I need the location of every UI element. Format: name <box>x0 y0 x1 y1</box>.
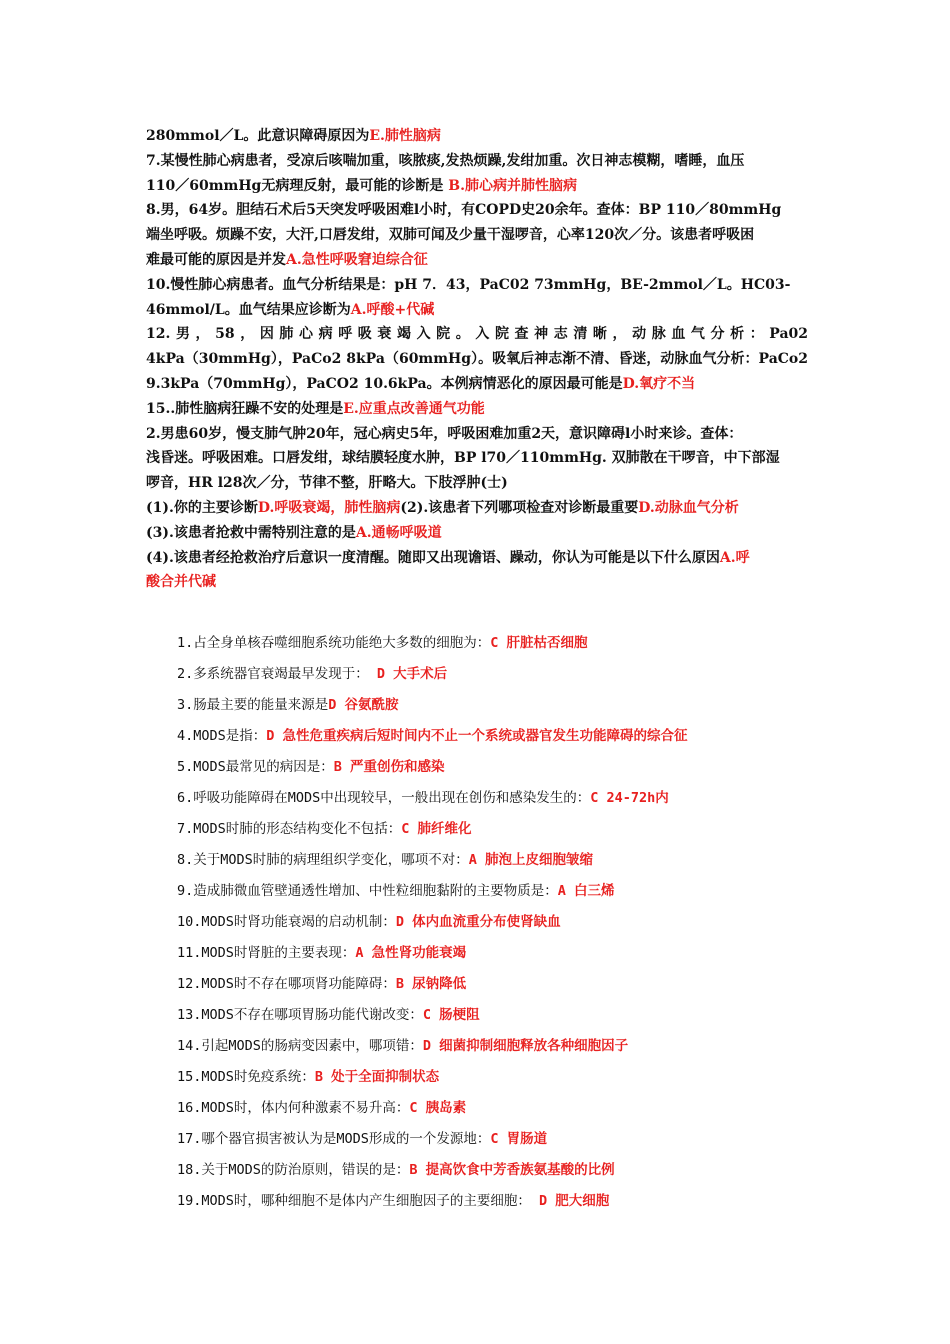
list-item <box>177 721 797 752</box>
question-text: 浅昏迷。呼吸困难。口唇发绀，球结膜轻度水肿，BP l70／110mmHg. 双肺散在干啰音，中下部湿 <box>146 450 780 467</box>
question-text: (2).该患者下列哪项检查对诊断最重要 <box>400 499 639 516</box>
case-line <box>146 124 808 149</box>
question-text: 15.MODS时免疫系统： <box>177 1069 315 1085</box>
list-item <box>177 845 797 876</box>
question-text: 3.肠最主要的能量来源是 <box>177 697 329 713</box>
case-line <box>146 174 808 199</box>
answer-text: A.急性呼吸窘迫综合征 <box>286 251 428 268</box>
question-text: 5.MODS最常见的病因是： <box>177 759 334 775</box>
case-line <box>146 496 808 521</box>
answer-text: D.呼吸衰竭，肺性脑病 <box>257 499 401 516</box>
answer-text: D 大手术后 <box>376 666 448 682</box>
list-item <box>177 628 797 659</box>
question-text: (4).该患者经抢救治疗后意识一度清醒。随即又出现谵语、躁动，你认为可能是以下什么原因 <box>146 549 720 566</box>
question-text: (1).你的主要诊断 <box>146 499 258 516</box>
answer-text: C 胰岛素 <box>409 1100 467 1116</box>
case-line <box>146 446 808 471</box>
question-text: 16.MODS时，体内何种激素不易升高： <box>177 1100 410 1116</box>
answer-text: D 体内血流重分布使肾缺血 <box>395 914 561 930</box>
case-line <box>146 521 808 546</box>
question-text: 10.MODS时肾功能衰竭的启动机制： <box>177 914 396 930</box>
answer-text: A.通畅呼吸道 <box>355 524 442 541</box>
answer-text: B 严重创伤和感染 <box>333 759 445 775</box>
list-item <box>177 1186 797 1217</box>
list-item <box>177 1124 797 1155</box>
question-text: 280mmol／L。此意识障碍原因为 <box>146 128 370 144</box>
case-line <box>146 322 808 347</box>
question-text: 难最可能的原因是并发 <box>146 251 286 268</box>
list-item <box>177 876 797 907</box>
answer-text: A.呼 <box>719 549 750 566</box>
question-text: 2.男患60岁，慢支肺气肿20年，冠心病史5年，呼吸困难加重2天，意识障碍l小时来诊。查体： <box>146 425 743 442</box>
list-item <box>177 814 797 845</box>
question-text: 7.MODS时肺的形态结构变化不包括： <box>177 821 402 837</box>
answer-text: C 24-72h内 <box>590 790 669 806</box>
answer-text: B 提高饮食中芳香族氨基酸的比例 <box>409 1162 615 1178</box>
answer-text: E.肺性脑病 <box>369 128 441 144</box>
answer-text: D.动脉血气分析 <box>638 499 739 516</box>
question-text: 15..肺性脑病狂躁不安的处理是 <box>146 400 344 417</box>
question-text: 10.慢性肺心病患者。血气分析结果是：pH 7．43，PaC02 73mmHg，BE-2mmol／L。HC03- <box>146 276 791 293</box>
question-text: 端坐呼吸。烦躁不安，大汗,口唇发绀，双肺可闻及少量干湿啰音，心率120次／分。该患者呼吸困 <box>146 227 755 244</box>
mods-questions-section <box>177 628 797 1217</box>
list-item <box>177 690 797 721</box>
case-line <box>146 471 808 496</box>
list-item <box>177 1031 797 1062</box>
question-text: 4.MODS是指： <box>177 728 267 744</box>
question-text: 13.MODS不存在哪项胃肠功能代谢改变： <box>177 1007 423 1023</box>
question-text: 1.占全身单核吞噬细胞系统功能绝大多数的细胞为： <box>177 635 491 651</box>
answer-text: B 处于全面抑制状态 <box>314 1069 440 1085</box>
case-line <box>146 422 808 447</box>
question-text: 17.哪个器官损害被认为是MODS形成的一个发源地： <box>177 1131 491 1147</box>
answer-text: D 谷氨酰胺 <box>328 697 399 713</box>
list-item <box>177 1000 797 1031</box>
list-item <box>177 1093 797 1124</box>
answer-text: C 胃肠道 <box>490 1131 548 1147</box>
case-line <box>146 298 808 323</box>
answer-text: D.氧疗不当 <box>622 375 696 392</box>
case-line <box>146 372 808 397</box>
answer-text: A 肺泡上皮细胞皱缩 <box>468 852 594 868</box>
question-text: 4kPa（30mmHg），PaCo2 8kPa（60mmHg）。吸氧后神志渐不清、昏迷，动脉血气分析：PaCo2 <box>146 351 808 368</box>
case-line <box>146 198 808 223</box>
question-text: 12.MODS时不存在哪项肾功能障碍： <box>177 976 396 992</box>
question-text: 46mmol/L。血气结果应诊断为 <box>146 301 351 318</box>
list-item <box>177 659 797 690</box>
case-line <box>146 397 808 422</box>
answer-text: 酸合并代碱 <box>146 574 216 591</box>
answer-text: C 肺纤维化 <box>401 821 472 837</box>
answer-text: D 肥大细胞 <box>539 1193 610 1209</box>
list-item <box>177 1062 797 1093</box>
answer-text: C 肝脏枯否细胞 <box>490 635 588 651</box>
question-text: 11.MODS时肾脏的主要表现： <box>177 945 356 961</box>
list-item <box>177 938 797 969</box>
question-text: 18.关于MODS的防治原则，错误的是： <box>177 1162 410 1178</box>
case-line <box>146 149 808 174</box>
case-line <box>146 570 808 595</box>
case-questions-section <box>146 124 808 595</box>
question-text: 9.造成肺微血管壁通透性增加、中性粒细胞黏附的主要物质是： <box>177 883 558 899</box>
question-text: 12.男，58，因肺心病呼吸衰竭入院。入院查神志清晰，动脉血气分析：Pa02 <box>146 326 808 343</box>
question-text: 啰音，HR l28次／分，节律不整，肝略大。下肢浮肿(士) <box>146 475 508 492</box>
list-item <box>177 752 797 783</box>
question-text: (3).该患者抢救中需特别注意的是 <box>146 524 356 541</box>
answer-text: A 白三烯 <box>557 883 615 899</box>
case-line <box>146 223 808 248</box>
answer-text: A.呼酸+代碱 <box>350 301 435 318</box>
answer-text: B 尿钠降低 <box>395 976 467 992</box>
case-line <box>146 248 808 273</box>
case-line <box>146 347 808 372</box>
question-text: 8.男，64岁。胆结石术后5天突发呼吸困难l小时，有COPD史20余年。查体：BP 110／80mmHg <box>146 202 782 219</box>
case-line <box>146 273 808 298</box>
question-text: 14.引起MODS的肠病变因素中，哪项错： <box>177 1038 423 1054</box>
list-item <box>177 907 797 938</box>
list-item <box>177 969 797 1000</box>
answer-text: D 急性危重疾病后短时间内不止一个系统或器官发生功能障碍的综合征 <box>266 728 688 744</box>
list-item <box>177 783 797 814</box>
question-text: 9.3kPa（70mmHg），PaCO2 10.6kPa。本例病情恶化的原因最可能是 <box>146 375 623 392</box>
answer-text: B.肺心病并肺性脑病 <box>448 177 577 194</box>
question-text: 6.呼吸功能障碍在MODS中出现较早，一般出现在创伤和感染发生的： <box>177 790 591 806</box>
question-text: 19.MODS时，哪种细胞不是体内产生细胞因子的主要细胞： <box>177 1193 540 1209</box>
answer-text: A 急性肾功能衰竭 <box>355 945 467 961</box>
question-text: 7.某慢性肺心病患者，受凉后咳喘加重，咳脓痰,发热烦躁,发绀加重。次日神志模糊，嗜睡，血压 <box>146 152 745 169</box>
question-text: 8.关于MODS时肺的病理组织学变化，哪项不对： <box>177 852 469 868</box>
question-text: 110／60mmHg无病理反射，最可能的诊断是 <box>146 177 449 194</box>
answer-text: E.应重点改善通气功能 <box>343 400 485 417</box>
case-line <box>146 546 808 571</box>
question-text: 2.多系统器官衰竭最早发现于： <box>177 666 377 682</box>
answer-text: D 细菌抑制细胞释放各种细胞因子 <box>422 1038 629 1054</box>
list-item <box>177 1155 797 1186</box>
answer-text: C 肠梗阻 <box>422 1007 480 1023</box>
